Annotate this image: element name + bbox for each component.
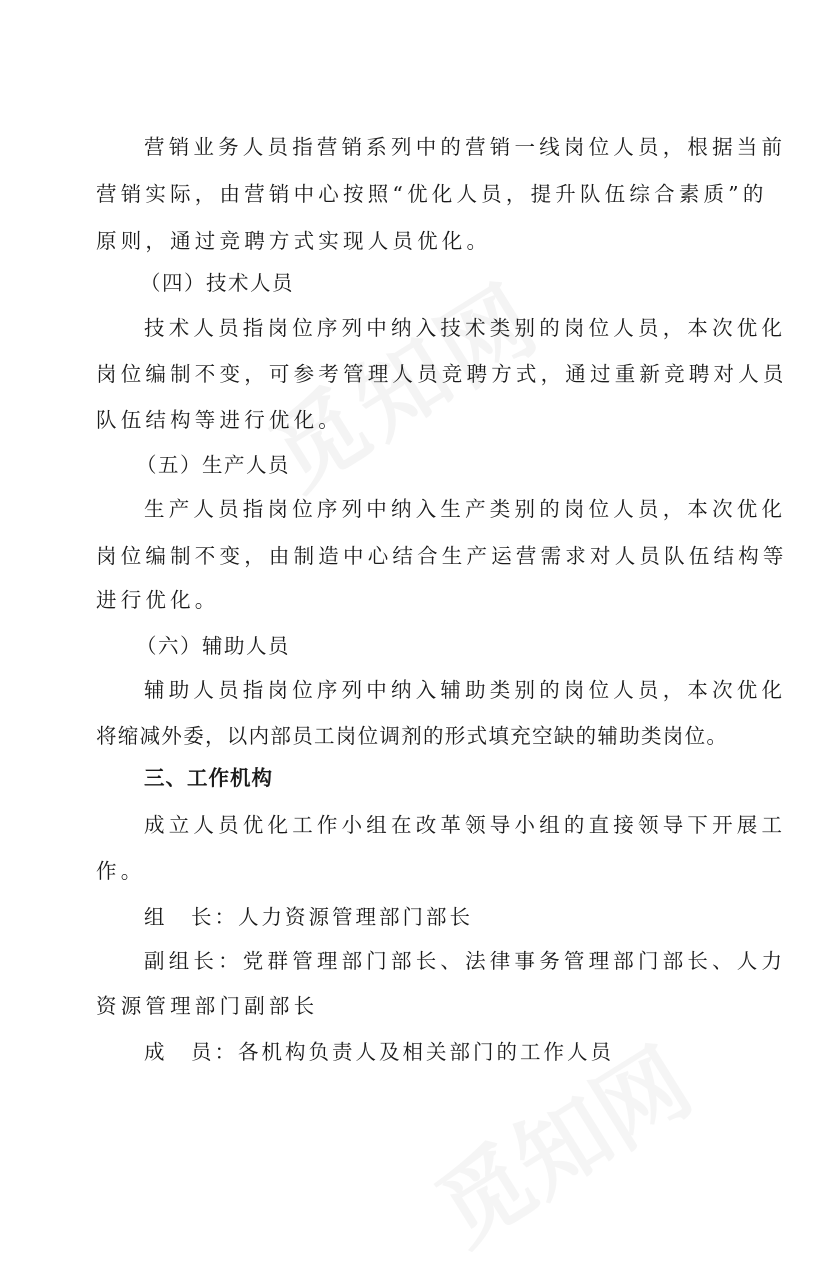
para-production-line-1: 生产人员指岗位序列中纳入生产类别的岗位人员，本次优化	[144, 497, 787, 521]
section-heading-organization: 三、工作机构	[144, 766, 273, 790]
para-technical-line-1: 技术人员指岗位序列中纳入技术类别的岗位人员，本次优化	[144, 316, 787, 340]
subheading-technical: （四）技术人员	[140, 271, 294, 295]
para-marketing-line-3: 原则，通过竞聘方式实现人员优化。	[96, 229, 492, 253]
team-deputy-line-2: 资源管理部门副部长	[96, 994, 319, 1018]
para-marketing-line-2: 营销实际，由营销中心按照“优化人员，提升队伍综合素质”的	[96, 182, 768, 206]
team-deputy-line-1: 副组长：党群管理部门部长、法律事务管理部门部长、人力	[144, 949, 787, 973]
para-production-line-2: 岗位编制不变，由制造中心结合生产运营需求对人员队伍结构等	[96, 544, 788, 568]
para-organization-line-2: 作。	[96, 859, 146, 883]
team-leader: 组 长：人力资源管理部门部长	[144, 905, 473, 929]
para-auxiliary-line-2: 将缩减外委，以内部员工岗位调剂的形式填充空缺的辅助类岗位。	[96, 724, 729, 748]
para-organization-line-1: 成立人员优化工作小组在改革领导小组的直接领导下开展工	[144, 813, 787, 837]
team-members: 成 员：各机构负责人及相关部门的工作人员	[144, 1040, 614, 1064]
subheading-production: （五）生产人员	[136, 453, 290, 477]
para-marketing-line-1: 营销业务人员指营销系列中的营销一线岗位人员，根据当前	[144, 135, 787, 159]
para-auxiliary-line-1: 辅助人员指岗位序列中纳入辅助类别的岗位人员，本次优化	[144, 678, 787, 702]
subheading-auxiliary: （六）辅助人员	[136, 634, 290, 658]
para-technical-line-2: 岗位编制不变，可参考管理人员竞聘方式，通过重新竞聘对人员	[96, 362, 788, 386]
para-technical-line-3: 队伍结构等进行优化。	[96, 408, 343, 432]
watermark-lower	[408, 983, 762, 1277]
para-production-line-3: 进行优化。	[96, 588, 220, 612]
